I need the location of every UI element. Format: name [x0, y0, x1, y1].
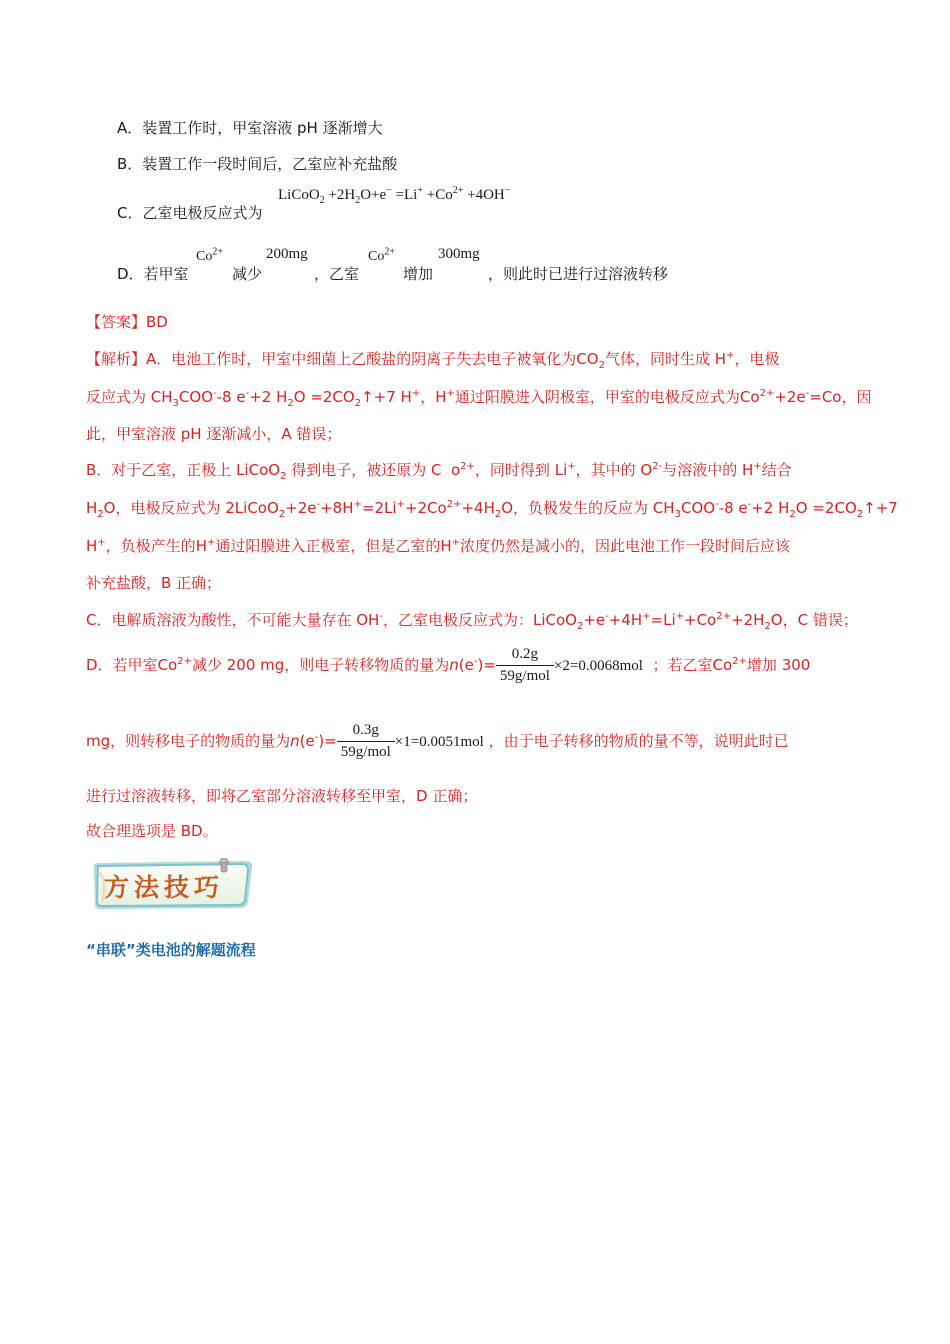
- option-d-part4: 增加: [403, 265, 434, 283]
- option-d-part2: 减少: [232, 265, 263, 283]
- option-d-co-1: $Co^{2+}$: [196, 246, 223, 264]
- analysis-conclusion: 故合理选项是 BD。: [86, 822, 218, 840]
- analysis-a-line3: 此，甲室溶液 pH 逐渐减小，A 错误；: [86, 425, 342, 443]
- option-c: C．乙室电极反应式为: [117, 204, 263, 222]
- badge-label: 方法技巧: [104, 873, 225, 902]
- option-a: A．装置工作时，甲室溶液 pH 逐渐增大: [117, 119, 383, 137]
- answer-label: 【答案】: [86, 313, 147, 331]
- analysis-c-line1: C．电解质溶液为酸性，不可能大量存在 OH-，乙室电极反应式为：$LiCoO_2+e^-+4H^+=Li^++Co^{2+}+2H_2O$，C 错误；: [86, 611, 858, 632]
- analysis-a-line2: 反应式为 $CH_3COO^--8$ e-+2 $H_2O$ $=2CO_2↑+7$ H+，H+通过阳膜进入阴极室，甲室的电极反应式为$Co^{2+}+2e^-=Co$，因: [86, 388, 872, 409]
- option-d-part3: ，乙室: [314, 265, 360, 283]
- fraction-1: $\frac{0.2g}{\text{59g/mol}}$: [496, 645, 554, 686]
- analysis-b-line2: $H_2O$，电极反应式为 $2LiCoO_2+2e^-+8H^+=2Li^++2Co^{2+}+4H_2O$，负极发生的反应为 $CH_3COO^--8$ e-+2 $H_2O$ $=2CO_2↑+7$: [86, 499, 898, 520]
- analysis-label: 【解析】: [86, 350, 147, 368]
- analysis-d-line3: 进行过溶液转移，即将乙室部分溶液转移至甲室，D 正确；: [86, 787, 478, 805]
- analysis-d-line2: mg，则转移电子的物质的量为n(e-)= $\frac{0.3g}{\text{59g/mol}}$ ×1=0.0051mol ，由于电子转移的物质的量不等，说明此时已: [86, 722, 789, 760]
- fraction-2: $\frac{0.3g}{\text{59g/mol}}$: [337, 721, 395, 762]
- option-d-amount1: 200mg: [266, 246, 308, 262]
- option-d-part5: ，则此时已进行过溶液转移: [488, 265, 669, 283]
- option-d-amount2: 300mg: [438, 246, 480, 262]
- analysis-b-line1: B．对于乙室，正极上 LiCoO$_2$ 得到电子，被还原为 C $o^{2+}$，同时得到 Li+，其中的 $O^{2-}$与溶液中的 H+结合: [86, 461, 792, 482]
- section-subtitle: “串联”类电池的解题流程: [86, 941, 256, 959]
- option-c-equation: LiCoO$_2$ $+2H_2O+e^- =Li^+ +Co^{2+} +4OH^-$: [278, 185, 511, 206]
- answer-line: [86, 312, 168, 332]
- answer-value: BD: [146, 313, 168, 331]
- option-d-co-2: $Co^{2+}$: [368, 246, 395, 264]
- option-d-part1: D．若甲室: [117, 265, 189, 283]
- analysis-b-line4: 补充盐酸，B 正确；: [86, 574, 222, 592]
- analysis-d-line1: D．若甲室$Co^{2+}$减少 200 mg，则电子转移物质的量为n(e-)= $\frac{0.2g}{\text{59g/mol}}$ ×2=0.0068mol ；若乙室$Co^{2+}$增加 300: [86, 646, 811, 684]
- method-tips-badge: [88, 858, 256, 912]
- analysis-a-line1: 【解析】A．电池工作时，甲室中细菌上乙酸盐的阴离子失去电子被氧化为$CO_2$气体，同时生成 H+，电极: [86, 350, 780, 371]
- option-b: B．装置工作一段时间后，乙室应补充盐酸: [117, 155, 398, 173]
- analysis-b-line3: H+，负极产生的H+通过阳膜进入正极室，但是乙室的H+浓度仍然是减小的，因此电池工作一段时间后应该: [86, 537, 791, 555]
